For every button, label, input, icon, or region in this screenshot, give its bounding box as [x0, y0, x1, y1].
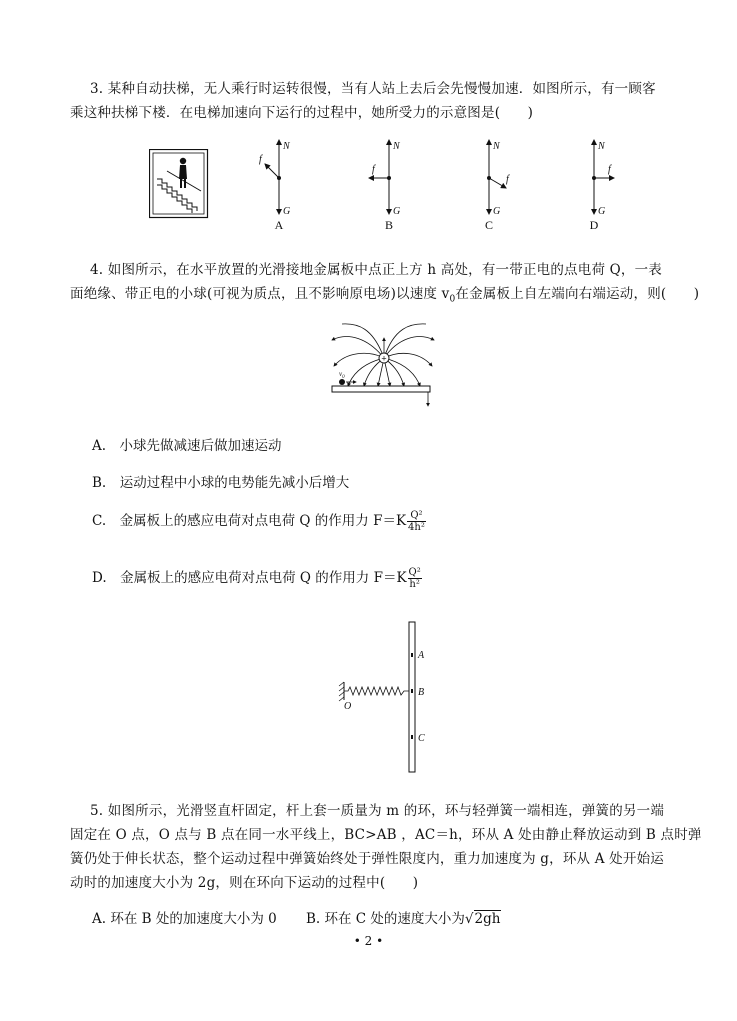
q4-option-c: C. 金属板上的感应电荷对点电荷 Q 的作用力 F＝K $\frac{\text{Q²}}{\text{4h²}}$ — [92, 510, 425, 533]
choice-label-c: C — [484, 218, 494, 232]
svg-text:N: N — [493, 141, 500, 152]
svg-text:G: G — [393, 206, 401, 217]
svg-text:B: B — [418, 687, 425, 698]
diagram-a — [259, 140, 291, 217]
q4-line-1: 4. 如图所示，在水平放置的光滑接地金属板中点正上方 h 高处，有一带正电的点电荷 Q，一表 — [90, 262, 663, 278]
q4-option-b: B. 运动过程中小球的电势能先减小后增大 — [92, 475, 350, 491]
q5-line-2: 固定在 O 点，O 点与 B 点在同一水平线上，BC>AB ，AC＝h，环从 A 处由静止释放运动到 B 点时弹 — [70, 827, 702, 843]
page-number: • 2 • — [353, 934, 384, 948]
escalator-figure — [149, 149, 209, 219]
q5-option-a: A. 环在 B 处的加速度大小为 0 — [92, 911, 277, 927]
svg-text:C: C — [418, 733, 425, 744]
svg-text:f: f — [608, 164, 611, 175]
choice-label-d: D — [589, 218, 599, 232]
svg-text:v0: $v_0$ — [339, 370, 345, 380]
rod-spring-figure — [336, 620, 436, 776]
q4-line-2: 面绝缘、带正电的小球(可视为质点，且不影响原电场)以速度 $v_0$在金属板上自左端向右端运动，则( ) — [70, 286, 700, 305]
q5-line-4: 动时的加速度大小为 2g，则在环向下运动的过程中( ) — [70, 875, 419, 891]
svg-text:+: + — [381, 353, 387, 364]
diagram-c — [487, 140, 510, 217]
q3-line-2: 乘这种扶梯下楼．在电梯加速向下运行的过程中，她所受力的示意图是( ) — [70, 105, 534, 121]
force-diagrams — [244, 136, 644, 234]
svg-text:f: f — [259, 154, 262, 165]
q5-option-b: B. 环在 C 处的速度大小为√2gh — [306, 911, 501, 927]
svg-text:N: N — [283, 141, 290, 152]
q4-option-d: D. 金属板上的感应电荷对点电荷 Q 的作用力 F＝K $\frac{\text{Q²}}{\text{h²}}$ — [92, 567, 421, 590]
choice-label-a: A — [274, 218, 284, 232]
diagram-b — [369, 140, 401, 217]
svg-text:f: f — [372, 164, 375, 175]
svg-text:f: f — [506, 174, 509, 185]
q4-option-a: A. 小球先做减速后做加速运动 — [92, 438, 282, 454]
svg-text:N: N — [598, 141, 605, 152]
svg-text:N: N — [393, 141, 400, 152]
q5-line-1: 5. 如图所示，光滑竖直杆固定，杆上套一质量为 m 的环，环与轻弹簧一端相连，弹簧的另一端 — [90, 803, 665, 819]
choice-label-b: B — [384, 218, 394, 232]
q5-line-3: 簧仍处于伸长状态，整个运动过程中弹簧始终处于弹性限度内，重力加速度为 g，环从 A 处开始运 — [70, 851, 664, 867]
electric-field-figure — [328, 318, 440, 410]
svg-text:G: G — [598, 206, 606, 217]
diagram-d — [592, 140, 614, 217]
svg-text:G: G — [493, 206, 501, 217]
svg-text:A: A — [418, 650, 425, 661]
q3-line-1: 3. 某种自动扶梯，无人乘行时运转很慢，当有人站上去后会先慢慢加速．如图所示，有一顾客 — [90, 81, 656, 97]
svg-text:O: O — [344, 701, 352, 712]
svg-text:G: G — [283, 206, 291, 217]
